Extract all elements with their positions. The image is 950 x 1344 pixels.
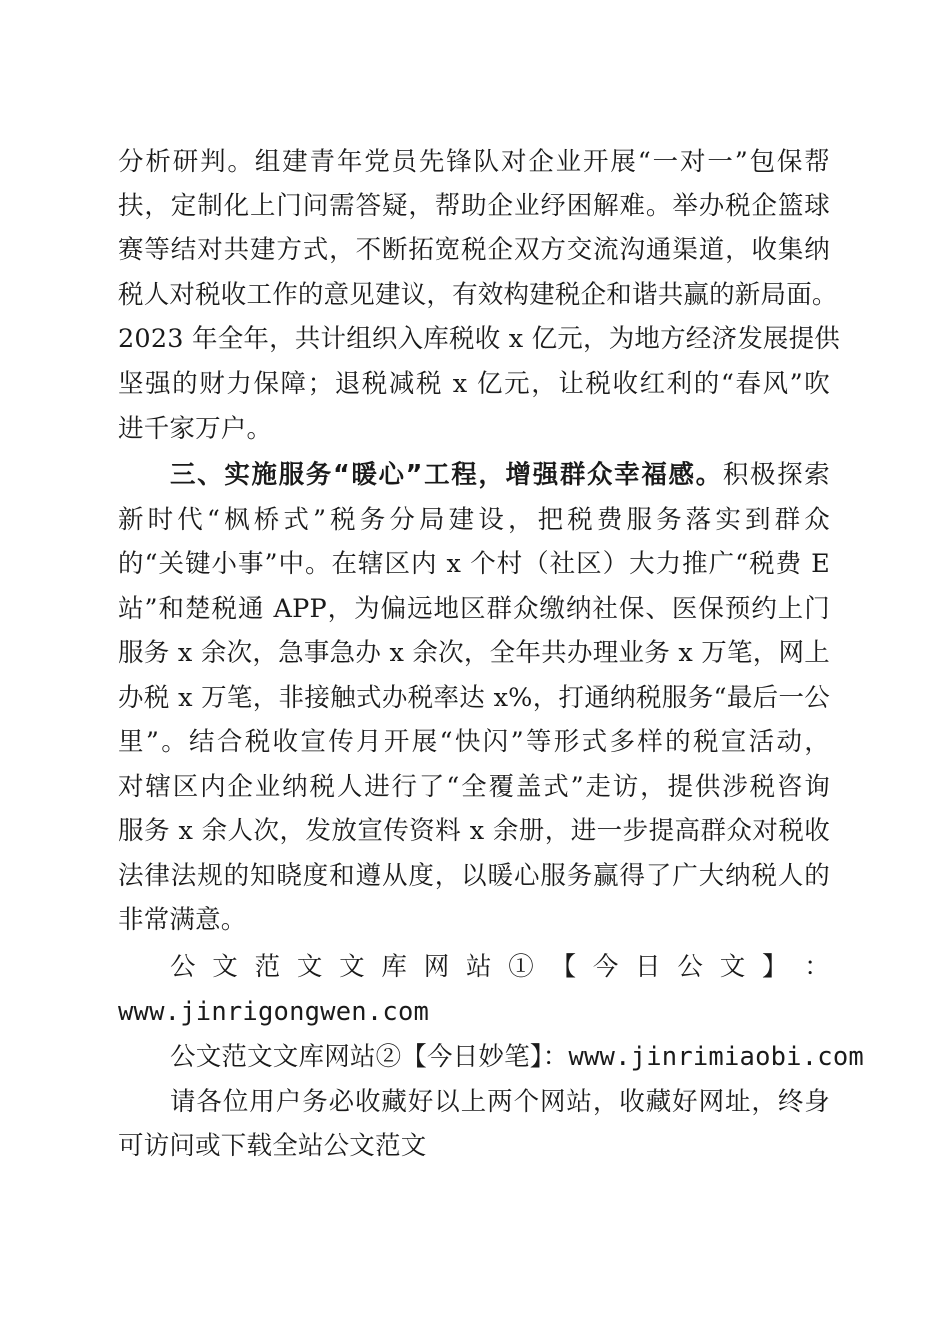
paragraph-line: 站”和楚税通 APP，为偏远地区群众缴纳社保、医保预约上门 [118, 594, 830, 624]
paragraph-line: 2023 年全年，共计组织入库税收 x 亿元，为地方经济发展提供 [118, 324, 840, 354]
section-3-first-line [170, 453, 830, 497]
paragraph-line: 非常满意。 [118, 905, 247, 935]
paragraph-line: 的“关键小事”中。在辖区内 x 个村（社区）大力推广“税费 E [118, 549, 830, 579]
section-3-heading: 三、实施服务“暖心”工程，增强群众幸福感。 [170, 460, 723, 490]
site1-url[interactable]: www.jinrigongwen.com [118, 997, 430, 1027]
notice-line: 可访问或下载全站公文范文 [118, 1131, 427, 1161]
site2-line [170, 1035, 864, 1079]
paragraph-line: 税人对税收工作的意见建议，有效构建税企和谐共赢的新局面。 [118, 280, 838, 310]
site1-label: 公 文 范 文 文 库 网 站 ① 【 今 日 公 文 】 ： [170, 952, 830, 982]
paragraph-line: 法律法规的知晓度和遵从度，以暖心服务赢得了广大纳税人的 [118, 861, 830, 891]
paragraph-line: 新时代“枫桥式”税务分局建设，把税费服务落实到群众 [118, 505, 830, 535]
site2-url[interactable]: www.jinrimiaobi.com [568, 1042, 864, 1072]
paragraph-line: 进千家万户。 [118, 414, 273, 444]
notice-line: 请各位用户务必收藏好以上两个网站，收藏好网址，终身 [170, 1087, 830, 1117]
paragraph-line: 分析研判。组建青年党员先锋队对企业开展“一对一”包保帮 [118, 147, 830, 177]
paragraph-line: 坚强的财力保障；退税减税 x 亿元，让税收红利的“春风”吹 [118, 369, 830, 399]
paragraph-line: 服务 x 余人次，发放宣传资料 x 余册，进一步提高群众对税收 [118, 816, 830, 846]
paragraph-line: 里”。结合税收宣传月开展“快闪”等形式多样的税宣活动， [118, 727, 830, 757]
section-3-first-line-rest: 积极探索 [722, 460, 830, 490]
paragraph-line: 赛等结对共建方式，不断拓宽税企双方交流沟通渠道，收集纳 [118, 235, 830, 265]
paragraph-line: 对辖区内企业纳税人进行了“全覆盖式”走访，提供涉税咨询 [118, 772, 830, 802]
paragraph-line: 扶，定制化上门问需答疑，帮助企业纾困解难。举办税企篮球 [118, 191, 830, 221]
paragraph-line: 服务 x 余次，急事急办 x 余次，全年共办理业务 x 万笔，网上 [118, 638, 830, 668]
site2-label: 公文范文文库网站②【今日妙笔】： [170, 1042, 569, 1072]
paragraph-line: 办税 x 万笔，非接触式办税率达 x%，打通纳税服务“最后一公 [118, 683, 830, 713]
